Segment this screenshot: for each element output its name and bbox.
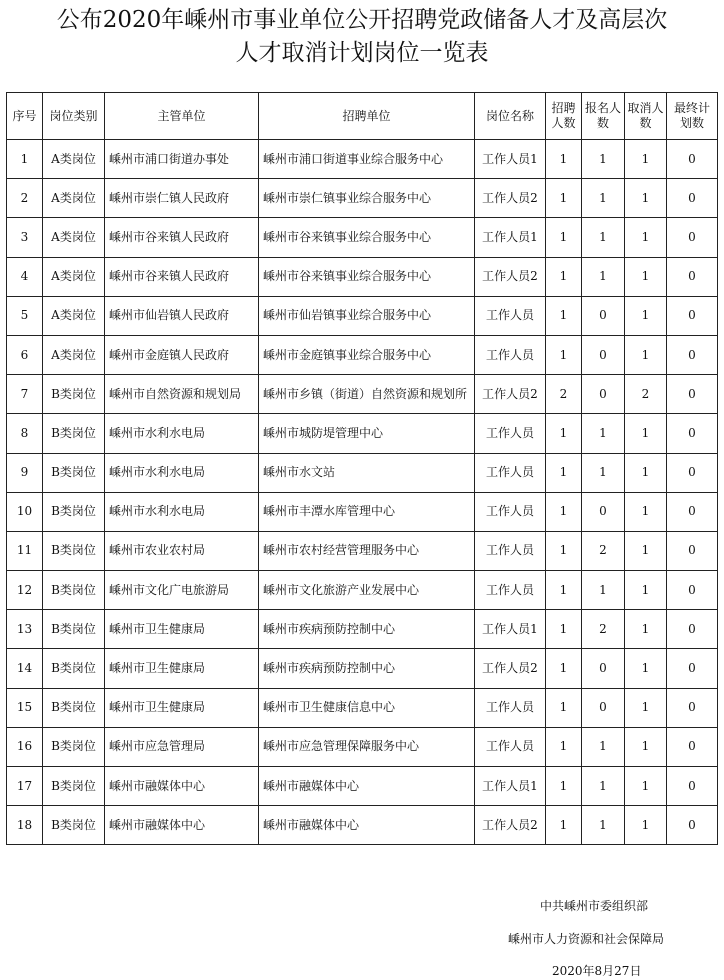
col-header-authority: 主管单位	[105, 93, 259, 140]
table-row	[7, 727, 718, 766]
table-row	[7, 531, 718, 570]
cell-final-count: 0	[667, 492, 718, 531]
cell-position: 工作人员1	[475, 218, 546, 257]
cell-category: B类岗位	[43, 649, 105, 688]
cell-position: 工作人员	[475, 414, 546, 453]
cell-applicant-count: 1	[582, 257, 625, 296]
cell-no: 3	[7, 218, 43, 257]
cell-cancel-count: 2	[625, 375, 667, 414]
positions-table	[6, 92, 718, 845]
cell-cancel-count: 1	[625, 610, 667, 649]
cell-final-count: 0	[667, 610, 718, 649]
cell-final-count: 0	[667, 257, 718, 296]
cell-no: 4	[7, 257, 43, 296]
cell-category: B类岗位	[43, 414, 105, 453]
cell-employer: 嵊州市水文站	[259, 453, 475, 492]
cell-authority: 嵊州市浦口街道办事处	[105, 140, 259, 179]
table-row	[7, 257, 718, 296]
cell-authority: 嵊州市金庭镇人民政府	[105, 335, 259, 374]
cell-cancel-count: 1	[625, 296, 667, 335]
cell-applicant-count: 2	[582, 610, 625, 649]
title-line-2: 人才取消计划岗位一览表	[235, 40, 489, 66]
issue-date: 2020年8月27日	[552, 964, 642, 978]
cell-final-count: 0	[667, 375, 718, 414]
cell-recruit-count: 1	[546, 649, 582, 688]
cell-final-count: 0	[667, 218, 718, 257]
col-header-employer: 招聘单位	[259, 93, 475, 140]
cell-category: A类岗位	[43, 335, 105, 374]
table-header-row	[7, 93, 718, 140]
table-row	[7, 767, 718, 806]
cell-recruit-count: 1	[546, 571, 582, 610]
cell-authority: 嵊州市仙岩镇人民政府	[105, 296, 259, 335]
cell-recruit-count: 1	[546, 257, 582, 296]
cell-position: 工作人员	[475, 727, 546, 766]
cell-authority: 嵊州市文化广电旅游局	[105, 571, 259, 610]
cell-no: 14	[7, 649, 43, 688]
col-header-applicant-count: 报名人数	[582, 93, 625, 140]
table-row	[7, 218, 718, 257]
cell-final-count: 0	[667, 531, 718, 570]
cell-cancel-count: 1	[625, 649, 667, 688]
cell-recruit-count: 1	[546, 179, 582, 218]
cell-no: 18	[7, 806, 43, 845]
cell-cancel-count: 1	[625, 218, 667, 257]
cell-employer: 嵊州市疾病预防控制中心	[259, 610, 475, 649]
cell-authority: 嵊州市融媒体中心	[105, 767, 259, 806]
cell-authority: 嵊州市卫生健康局	[105, 610, 259, 649]
col-header-final-count: 最终计划数	[667, 93, 718, 140]
cell-employer: 嵊州市融媒体中心	[259, 767, 475, 806]
cell-applicant-count: 1	[582, 727, 625, 766]
cell-recruit-count: 1	[546, 335, 582, 374]
cell-authority: 嵊州市谷来镇人民政府	[105, 218, 259, 257]
cell-category: A类岗位	[43, 296, 105, 335]
cell-applicant-count: 0	[582, 296, 625, 335]
cell-recruit-count: 1	[546, 414, 582, 453]
cell-authority: 嵊州市农业农村局	[105, 531, 259, 570]
cell-authority: 嵊州市水利水电局	[105, 492, 259, 531]
cell-cancel-count: 1	[625, 492, 667, 531]
cell-cancel-count: 1	[625, 335, 667, 374]
issuer-hr-bureau: 嵊州市人力资源和社会保障局	[508, 932, 665, 946]
cell-applicant-count: 1	[582, 767, 625, 806]
cell-recruit-count: 1	[546, 767, 582, 806]
cell-authority: 嵊州市谷来镇人民政府	[105, 257, 259, 296]
cell-applicant-count: 0	[582, 649, 625, 688]
table-row	[7, 806, 718, 845]
cell-cancel-count: 1	[625, 571, 667, 610]
cell-cancel-count: 1	[625, 414, 667, 453]
cell-category: A类岗位	[43, 179, 105, 218]
cell-recruit-count: 1	[546, 453, 582, 492]
cell-category: B类岗位	[43, 610, 105, 649]
cell-category: B类岗位	[43, 453, 105, 492]
cell-no: 15	[7, 688, 43, 727]
cell-no: 9	[7, 453, 43, 492]
cell-position: 工作人员2	[475, 257, 546, 296]
cell-final-count: 0	[667, 767, 718, 806]
cell-authority: 嵊州市应急管理局	[105, 727, 259, 766]
cell-recruit-count: 1	[546, 688, 582, 727]
cell-position: 工作人员2	[475, 649, 546, 688]
col-header-no: 序号	[7, 93, 43, 140]
table-row	[7, 571, 718, 610]
cell-final-count: 0	[667, 806, 718, 845]
cell-final-count: 0	[667, 296, 718, 335]
cell-recruit-count: 1	[546, 531, 582, 570]
cell-no: 17	[7, 767, 43, 806]
col-header-category: 岗位类别	[43, 93, 105, 140]
cell-employer: 嵊州市崇仁镇事业综合服务中心	[259, 179, 475, 218]
cell-applicant-count: 0	[582, 688, 625, 727]
cell-category: A类岗位	[43, 140, 105, 179]
cell-position: 工作人员2	[475, 375, 546, 414]
table-row	[7, 179, 718, 218]
table-row	[7, 610, 718, 649]
cell-category: B类岗位	[43, 688, 105, 727]
cell-no: 8	[7, 414, 43, 453]
cell-position: 工作人员	[475, 296, 546, 335]
cell-employer: 嵊州市丰潭水库管理中心	[259, 492, 475, 531]
cell-employer: 嵊州市城防堤管理中心	[259, 414, 475, 453]
cell-applicant-count: 1	[582, 571, 625, 610]
cell-final-count: 0	[667, 688, 718, 727]
cell-final-count: 0	[667, 335, 718, 374]
cell-applicant-count: 1	[582, 414, 625, 453]
cell-no: 12	[7, 571, 43, 610]
table-row	[7, 453, 718, 492]
cell-recruit-count: 1	[546, 140, 582, 179]
table-row	[7, 492, 718, 531]
cell-authority: 嵊州市卫生健康局	[105, 649, 259, 688]
cell-applicant-count: 1	[582, 179, 625, 218]
cell-final-count: 0	[667, 649, 718, 688]
cell-employer: 嵊州市浦口街道事业综合服务中心	[259, 140, 475, 179]
cell-authority: 嵊州市融媒体中心	[105, 806, 259, 845]
cell-final-count: 0	[667, 571, 718, 610]
cell-position: 工作人员	[475, 492, 546, 531]
cell-final-count: 0	[667, 414, 718, 453]
cell-employer: 嵊州市应急管理保障服务中心	[259, 727, 475, 766]
cell-no: 7	[7, 375, 43, 414]
cell-employer: 嵊州市仙岩镇事业综合服务中心	[259, 296, 475, 335]
cell-applicant-count: 1	[582, 806, 625, 845]
cell-position: 工作人员2	[475, 806, 546, 845]
cell-category: B类岗位	[43, 806, 105, 845]
table-row	[7, 335, 718, 374]
cell-applicant-count: 2	[582, 531, 625, 570]
cell-employer: 嵊州市疾病预防控制中心	[259, 649, 475, 688]
cell-applicant-count: 0	[582, 492, 625, 531]
cell-authority: 嵊州市崇仁镇人民政府	[105, 179, 259, 218]
cell-category: A类岗位	[43, 218, 105, 257]
cell-recruit-count: 1	[546, 610, 582, 649]
cell-employer: 嵊州市融媒体中心	[259, 806, 475, 845]
cell-no: 1	[7, 140, 43, 179]
cell-applicant-count: 1	[582, 453, 625, 492]
col-header-recruit-count: 招聘人数	[546, 93, 582, 140]
table-row	[7, 688, 718, 727]
col-header-cancel-count: 取消人数	[625, 93, 667, 140]
cell-cancel-count: 1	[625, 453, 667, 492]
cell-final-count: 0	[667, 727, 718, 766]
cell-cancel-count: 1	[625, 257, 667, 296]
cell-cancel-count: 1	[625, 767, 667, 806]
cell-authority: 嵊州市自然资源和规划局	[105, 375, 259, 414]
cell-no: 6	[7, 335, 43, 374]
cell-category: A类岗位	[43, 257, 105, 296]
table-row	[7, 140, 718, 179]
cell-authority: 嵊州市水利水电局	[105, 414, 259, 453]
cell-position: 工作人员	[475, 688, 546, 727]
cell-recruit-count: 1	[546, 492, 582, 531]
cell-category: B类岗位	[43, 375, 105, 414]
cell-position: 工作人员1	[475, 140, 546, 179]
cell-recruit-count: 1	[546, 727, 582, 766]
cell-cancel-count: 1	[625, 531, 667, 570]
cell-category: B类岗位	[43, 531, 105, 570]
cell-employer: 嵊州市乡镇（街道）自然资源和规划所	[259, 375, 475, 414]
cell-employer: 嵊州市农村经营管理服务中心	[259, 531, 475, 570]
cell-cancel-count: 1	[625, 727, 667, 766]
cell-position: 工作人员	[475, 453, 546, 492]
cell-employer: 嵊州市谷来镇事业综合服务中心	[259, 218, 475, 257]
cell-cancel-count: 1	[625, 806, 667, 845]
cell-employer: 嵊州市文化旅游产业发展中心	[259, 571, 475, 610]
title-line-1: 公布2020年嵊州市事业单位公开招聘党政储备人才及高层次	[56, 7, 668, 33]
cell-recruit-count: 1	[546, 218, 582, 257]
cell-cancel-count: 1	[625, 179, 667, 218]
cell-applicant-count: 0	[582, 375, 625, 414]
cell-position: 工作人员1	[475, 767, 546, 806]
cell-position: 工作人员	[475, 531, 546, 570]
col-header-position: 岗位名称	[475, 93, 546, 140]
cell-position: 工作人员	[475, 335, 546, 374]
table-row	[7, 296, 718, 335]
cell-no: 2	[7, 179, 43, 218]
cell-position: 工作人员2	[475, 179, 546, 218]
cell-no: 13	[7, 610, 43, 649]
cell-applicant-count: 0	[582, 335, 625, 374]
cell-employer: 嵊州市谷来镇事业综合服务中心	[259, 257, 475, 296]
cell-category: B类岗位	[43, 727, 105, 766]
issuer-organization-department: 中共嵊州市委组织部	[540, 899, 649, 913]
table-row	[7, 649, 718, 688]
cell-no: 10	[7, 492, 43, 531]
cell-no: 16	[7, 727, 43, 766]
table-row	[7, 375, 718, 414]
cell-authority: 嵊州市卫生健康局	[105, 688, 259, 727]
cell-category: B类岗位	[43, 767, 105, 806]
cell-authority: 嵊州市水利水电局	[105, 453, 259, 492]
cell-cancel-count: 1	[625, 688, 667, 727]
cell-no: 11	[7, 531, 43, 570]
cell-final-count: 0	[667, 140, 718, 179]
cell-recruit-count: 1	[546, 296, 582, 335]
cell-final-count: 0	[667, 453, 718, 492]
cell-no: 5	[7, 296, 43, 335]
cell-category: B类岗位	[43, 571, 105, 610]
cell-final-count: 0	[667, 179, 718, 218]
cell-applicant-count: 1	[582, 140, 625, 179]
cell-employer: 嵊州市金庭镇事业综合服务中心	[259, 335, 475, 374]
cell-recruit-count: 1	[546, 806, 582, 845]
cell-applicant-count: 1	[582, 218, 625, 257]
cell-position: 工作人员1	[475, 610, 546, 649]
cell-cancel-count: 1	[625, 140, 667, 179]
cell-employer: 嵊州市卫生健康信息中心	[259, 688, 475, 727]
document-title	[0, 4, 724, 70]
cell-recruit-count: 2	[546, 375, 582, 414]
cell-position: 工作人员	[475, 571, 546, 610]
table-body	[7, 140, 718, 845]
cell-category: B类岗位	[43, 492, 105, 531]
table-row	[7, 414, 718, 453]
